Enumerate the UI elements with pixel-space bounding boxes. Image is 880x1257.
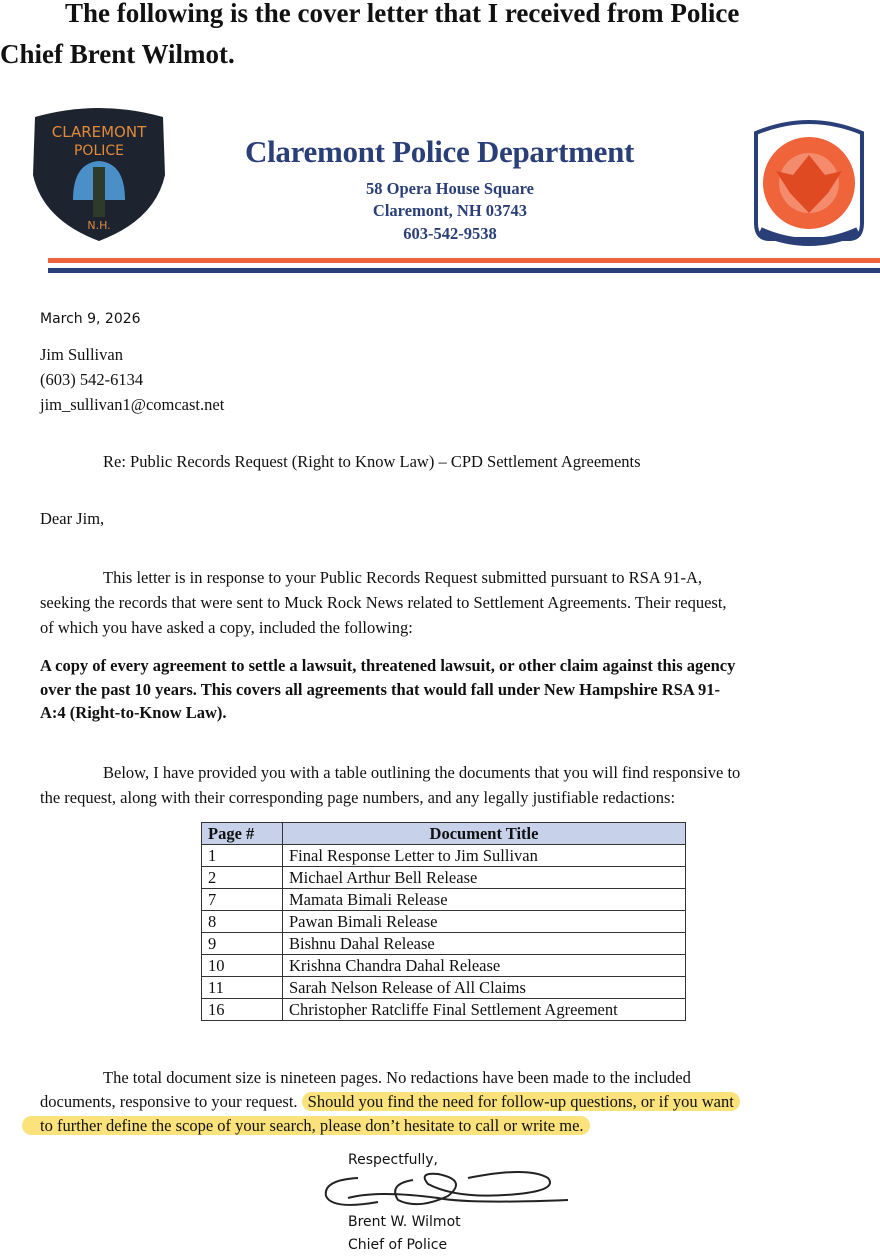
page-number-cell: 7 [202, 889, 283, 911]
closing-text: documents, responsive to your request. [40, 1092, 298, 1111]
salutation: Dear Jim, [40, 509, 105, 528]
table-row [202, 999, 686, 1021]
letterhead-navy-stripe [48, 268, 880, 273]
closing-line: The total document size is nineteen pages. No redactions have been made to the included [103, 1068, 691, 1087]
quoted-request-line: over the past 10 years. This covers all agreements that would fall under New Hampshire RSA 91- [40, 680, 721, 699]
document-title-cell: Bishnu Dahal Release [283, 933, 686, 955]
document-title-cell: Sarah Nelson Release of All Claims [283, 977, 686, 999]
table-row [202, 955, 686, 977]
highlighted-text: to further define the scope of your search, please don’t hesitate to call or write me. [22, 1116, 590, 1135]
para1-line: of which you have asked a copy, included the following: [40, 618, 413, 637]
highlighted-text: Should you find the need for follow-up questions, or if you want [302, 1092, 740, 1111]
document-title-cell: Mamata Bimali Release [283, 889, 686, 911]
para1-line: This letter is in response to your Public Records Request submitted pursuant to RSA 91-A, [103, 568, 702, 587]
subject-line: Re: Public Records Request (Right to Know Law) – CPD Settlement Agreements [103, 452, 641, 471]
patch-text-middle: POLICE [73, 143, 125, 159]
table-row [202, 889, 686, 911]
department-name: Claremont Police Department [245, 134, 635, 169]
page-number-cell: 16 [202, 999, 283, 1021]
signature-image [318, 1160, 583, 1220]
para2-line: the request, along with their corresponding page numbers, and any legally justifiable redactions: [40, 788, 676, 807]
page-number-cell: 1 [202, 845, 283, 867]
table-row [202, 911, 686, 933]
letter-date: March 9, 2026 [40, 311, 141, 327]
table-header-row [202, 823, 686, 845]
document-title-cell: Christopher Ratcliffe Final Settlement Agreement [283, 999, 686, 1021]
letterhead-orange-stripe [48, 258, 880, 263]
closing-line [22, 1116, 590, 1136]
documents-table [201, 822, 686, 1021]
address-line-2: Claremont, NH 03743 [372, 201, 528, 220]
table-row [202, 977, 686, 999]
closing-line [40, 1092, 740, 1112]
table-row [202, 933, 686, 955]
header-page: Page # [202, 823, 283, 845]
quoted-request-line: A copy of every agreement to settle a lawsuit, threatened lawsuit, or other claim against this agency [40, 656, 736, 675]
police-patch-logo [25, 105, 173, 243]
department-phone: 603-542-9538 [403, 224, 497, 243]
para2-line: Below, I have provided you with a table outlining the documents that you will find responsive to [103, 763, 741, 782]
signer-name: Brent W. Wilmot [348, 1214, 461, 1230]
accreditation-seal-logo [750, 113, 868, 248]
patch-text-bottom: N.H. [87, 219, 111, 232]
table-row [202, 845, 686, 867]
para1-line: seeking the records that were sent to Muck Rock News related to Settlement Agreements. Their request, [40, 593, 727, 612]
page-number-cell: 11 [202, 977, 283, 999]
table-row [202, 867, 686, 889]
page-number-cell: 9 [202, 933, 283, 955]
recipient-phone: (603) 542-6134 [40, 370, 144, 389]
address-line-1: 58 Opera House Square [366, 179, 534, 198]
recipient-email: jim_sullivan1@comcast.net [40, 395, 225, 414]
intro-line-1: The following is the cover letter that I received from Police [65, 0, 740, 28]
document-title-cell: Michael Arthur Bell Release [283, 867, 686, 889]
signoff: Respectfully, [348, 1152, 439, 1168]
page-number-cell: 8 [202, 911, 283, 933]
page-number-cell: 10 [202, 955, 283, 977]
signer-title: Chief of Police [348, 1237, 448, 1253]
header-document-title: Document Title [283, 823, 686, 845]
patch-text-top: CLAREMONT [51, 123, 147, 141]
quoted-request-line: A:4 (Right-to-Know Law). [40, 703, 227, 722]
intro-line-2: Chief Brent Wilmot. [0, 39, 235, 69]
recipient-name: Jim Sullivan [40, 345, 123, 364]
page-number-cell: 2 [202, 867, 283, 889]
document-title-cell: Krishna Chandra Dahal Release [283, 955, 686, 977]
document-title-cell: Pawan Bimali Release [283, 911, 686, 933]
document-title-cell: Final Response Letter to Jim Sullivan [283, 845, 686, 867]
